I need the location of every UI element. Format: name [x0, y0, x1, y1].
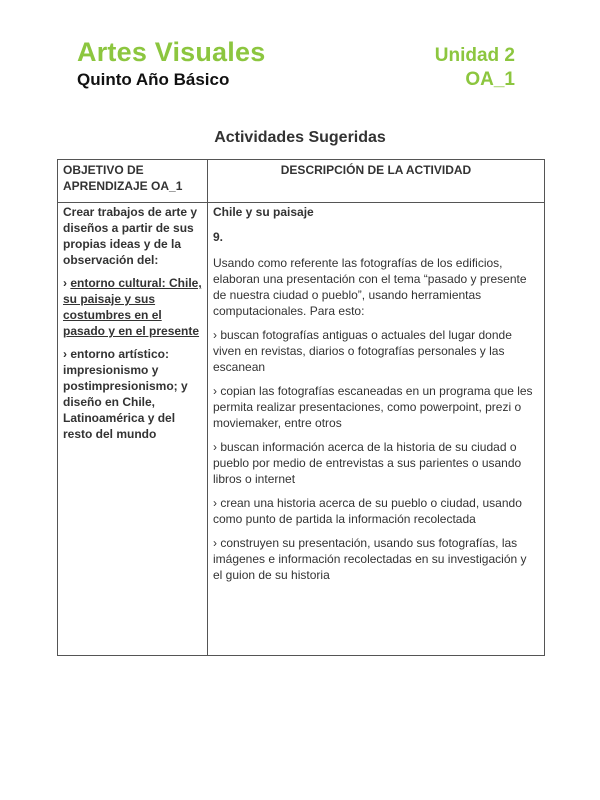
course-title: Artes Visuales: [77, 37, 266, 67]
objective-item-artistic: › entorno artístico: impresionismo y postimpresionismo; y diseño en Chile, Latinoamérica y del resto del mundo: [63, 347, 188, 441]
activity-step: › crean una historia acerca de su pueblo o ciudad, usando como punto de partida la información recolectada: [213, 496, 522, 526]
bullet-prefix: ›: [63, 276, 71, 290]
section-title: Actividades Sugeridas: [214, 129, 386, 146]
objective-item-cultural: [63, 275, 203, 339]
activity-title: Chile y su paisaje: [213, 205, 314, 219]
description-header-label: DESCRIPCIÓN DE LA ACTIVIDAD: [280, 163, 472, 177]
activity-step: › construyen su presentación, usando sus fotografías, las imágenes e información recolectadas en su investigación y el guion de su historia: [213, 536, 527, 582]
activities-table: [57, 159, 545, 656]
grade-subtitle: Quinto Año Básico: [77, 70, 230, 89]
oa-label: OA_1: [465, 69, 515, 90]
description-cell: [208, 203, 545, 656]
activity-intro: Usando como referente las fotografías de los edificios, elaboran una presentación con el tema “pasado y presente de nuestra ciudad o pueblo”, usando herramientas computacionales. Para esto:: [213, 256, 527, 318]
table-row: [58, 203, 545, 656]
table-header-row: [58, 160, 545, 203]
objective-header-label: OBJETIVO DE APRENDIZAJE OA_1: [63, 163, 183, 193]
objective-intro: Crear trabajos de arte y diseños a partir de sus propias ideas y de la observación del:: [63, 205, 198, 267]
description-header: [208, 160, 545, 203]
unit-label: Unidad 2: [434, 45, 515, 66]
activity-step: › buscan fotografías antiguas o actuales del lugar donde viven en revistas, diarios o fotografías personales y las escanean: [213, 328, 512, 374]
objective-cell: [58, 203, 208, 656]
page-header: [77, 36, 515, 96]
objective-item-cultural-text: entorno cultural: Chile, su paisaje y sus costumbres en el pasado y en el presente: [63, 276, 202, 338]
activity-number: 9.: [213, 230, 224, 244]
activity-step: › copian las fotografías escaneadas en un programa que les permita realizar presentaciones, como powerpoint, prezi o moviemaker, entre otros: [213, 384, 533, 430]
objective-header: [58, 160, 208, 203]
activity-step: › buscan información acerca de la historia de su ciudad o pueblo por medio de entrevistas a sus parientes o usando libros o internet: [213, 440, 522, 486]
